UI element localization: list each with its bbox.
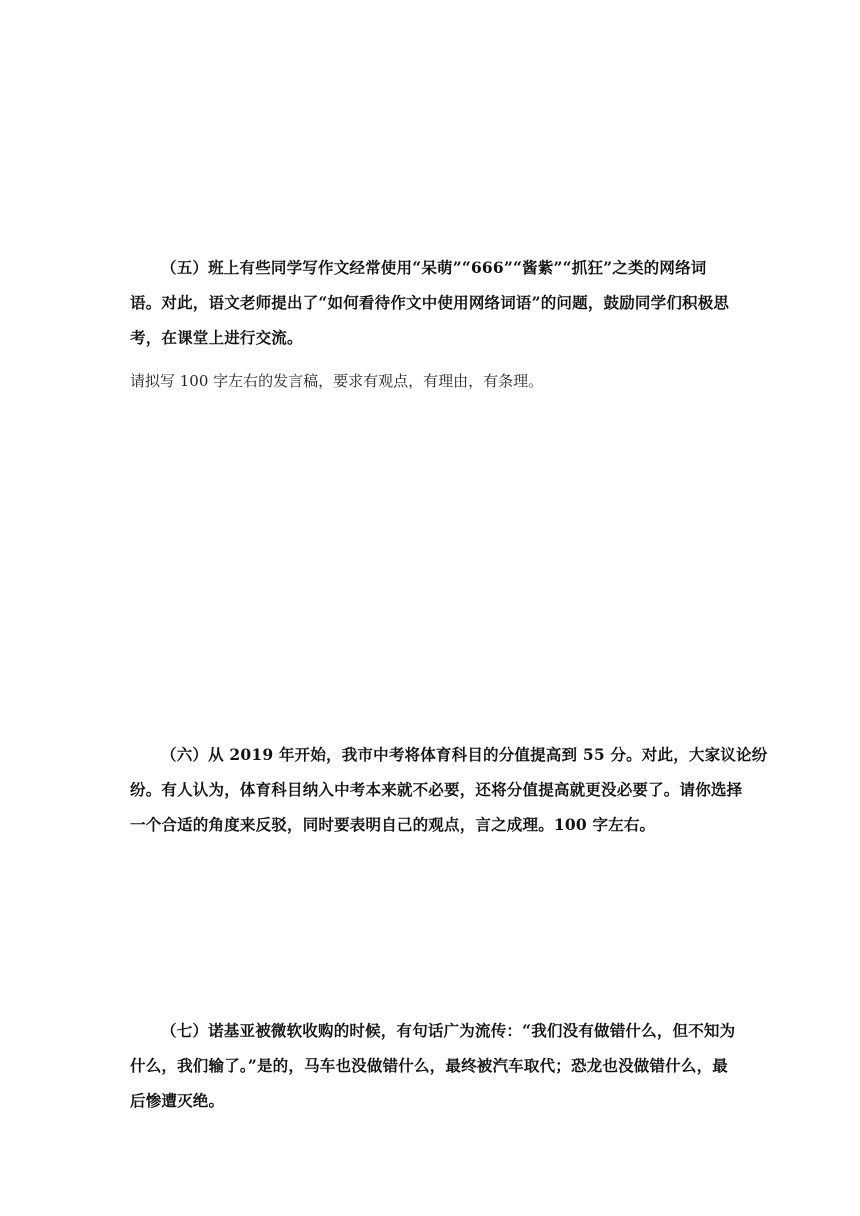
question-7-line-2: 什么，我们输了。”是的，马车也没做错什么，最终被汽车取代；恐龙也没做错什么，最 — [130, 1056, 728, 1075]
question-6-line-1: （六）从 2019 年开始，我市中考将体育科目的分值提高到 55 分。对此，大家议论纷 — [161, 745, 768, 764]
question-5-line-2: 语。对此，语文老师提出了“如何看待作文中使用网络词语”的问题，鼓励同学们积极思 — [130, 293, 730, 312]
question-5 — [130, 250, 730, 355]
question-5-line-1: （五）班上有些同学写作文经常使用“呆萌”“666”“酱紫”“抓狂”之类的网络词 — [161, 258, 707, 277]
question-6-line-2: 纷。有人认为，体育科目纳入中考本来就不必要，还将分值提高就更没必要了。请你选择 — [130, 780, 743, 799]
question-7-line-1: （七）诺基亚被微软收购的时候，有句话广为流传：“我们没有做错什么，但不知为 — [161, 1021, 736, 1040]
question-7-line-3: 后惨遭灭绝。 — [130, 1091, 225, 1110]
question-6-line-3: 一个合适的角度来反驳，同时要表明自己的观点，言之成理。100 字左右。 — [130, 815, 656, 834]
question-6 — [130, 737, 768, 842]
question-5-line-3: 考，在课堂上进行交流。 — [130, 328, 303, 347]
question-5-instruction: 请拟写 100 字左右的发言稿，要求有观点，有理由，有条理。 — [130, 372, 544, 390]
question-7 — [130, 1013, 736, 1118]
